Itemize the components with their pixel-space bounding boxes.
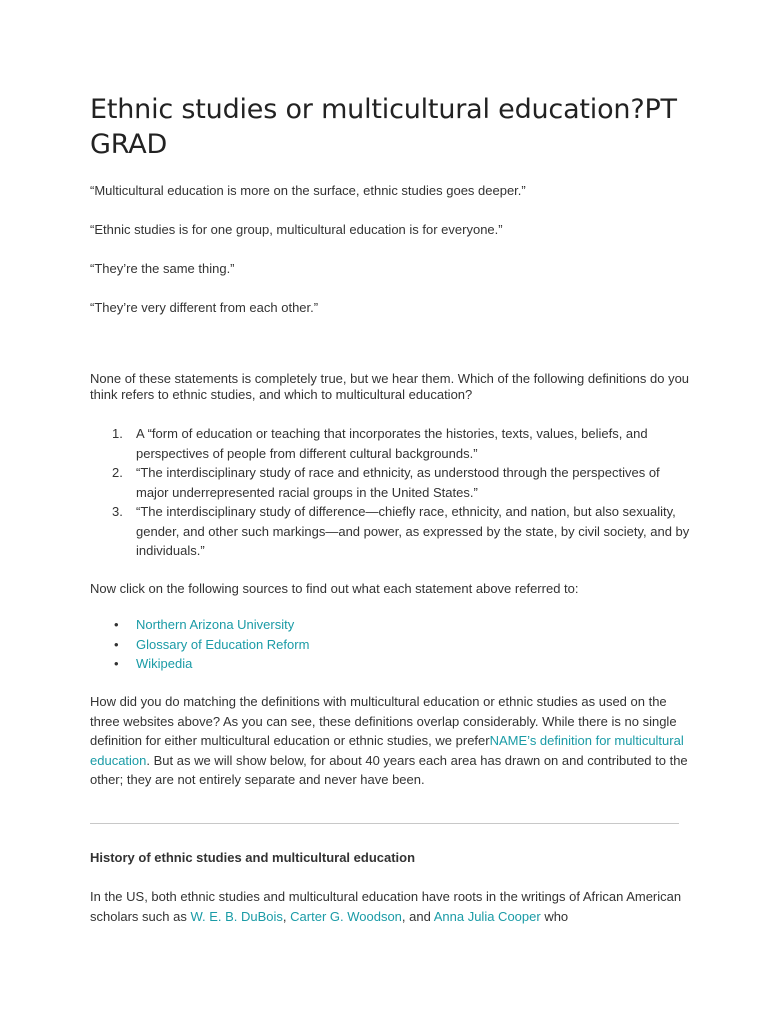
list-item <box>90 635 690 655</box>
bullet-icon: • <box>114 617 119 632</box>
quote-1: “Multicultural education is more on the surface, ethnic studies goes deeper.” <box>90 183 526 198</box>
list-item <box>90 424 690 463</box>
list-item <box>90 615 690 635</box>
page-title: Ethnic studies or multicultural education?PT GRAD <box>90 94 677 160</box>
list-number: 1. <box>112 426 123 441</box>
matching-paragraph <box>90 692 690 790</box>
link-anna-julia-cooper[interactable]: Anna Julia Cooper <box>433 908 541 924</box>
link-wikipedia[interactable]: Wikipedia <box>136 656 193 671</box>
definitions-list <box>90 424 690 561</box>
separator-text: , <box>282 908 291 924</box>
history-text: In the US, both ethnic studies and multicultural education have roots in the writings of African American scholars such as <box>90 889 682 924</box>
list-item <box>90 502 690 561</box>
link-northern-arizona-university[interactable]: Northern Arizona University <box>136 617 295 632</box>
list-number: 3. <box>112 504 123 519</box>
matching-text-after: . But as we will show below, for about 40 years each area has drawn on and contributed to the other; they are not entirely separate and never have been. <box>90 752 688 787</box>
quote-3: “They’re the same thing.” <box>90 261 235 276</box>
link-glossary-of-education-reform[interactable]: Glossary of Education Reform <box>136 636 310 652</box>
list-item <box>90 654 690 674</box>
sources-list <box>90 615 690 674</box>
quote-4: “They’re very different from each other.” <box>90 300 319 315</box>
history-paragraph <box>90 887 690 926</box>
quote-2: “Ethnic studies is for one group, multicultural education is for everyone.” <box>90 222 503 237</box>
definition-text: A “form of education or teaching that incorporates the histories, texts, values, beliefs, and perspectives of people from different cultural backgrounds.” <box>136 426 648 461</box>
history-text-end: who <box>540 908 569 924</box>
bullet-icon: • <box>114 656 119 671</box>
definition-text: “The interdisciplinary study of difference—chiefly race, ethnicity, and nation, but also sexuality, gender, and other such markings—and power, as expressed by the state, by civil society, and by individuals.” <box>136 504 690 558</box>
link-web-dubois[interactable]: W. E. B. DuBois <box>190 908 283 924</box>
link-carter-woodson[interactable]: Carter G. Woodson <box>290 908 402 924</box>
list-number: 2. <box>112 465 123 480</box>
list-item <box>90 463 690 502</box>
section-heading: History of ethnic studies and multicultural education <box>90 850 416 865</box>
separator-text: , and <box>401 908 434 924</box>
intro-paragraph: None of these statements is completely true, but we hear them. Which of the following definitions do you think refers to ethnic studies, and which to multicultural education? <box>90 371 690 402</box>
horizontal-divider <box>90 823 679 824</box>
definition-text: “The interdisciplinary study of race and ethnicity, as understood through the perspectives of major underrepresented racial groups in the United States.” <box>136 465 660 500</box>
sources-intro: Now click on the following sources to find out what each statement above referred to: <box>90 581 579 596</box>
link-name-definition[interactable]: NAME’s definition for multicultural education <box>90 733 684 768</box>
matching-text-before: How did you do matching the definitions with multicultural education or ethnic studies as used on the three websites above? As you can see, these definitions overlap considerably. While there is no single definition for either multicultural education or ethnic studies, we prefer <box>90 694 677 748</box>
bullet-icon: • <box>114 636 119 652</box>
